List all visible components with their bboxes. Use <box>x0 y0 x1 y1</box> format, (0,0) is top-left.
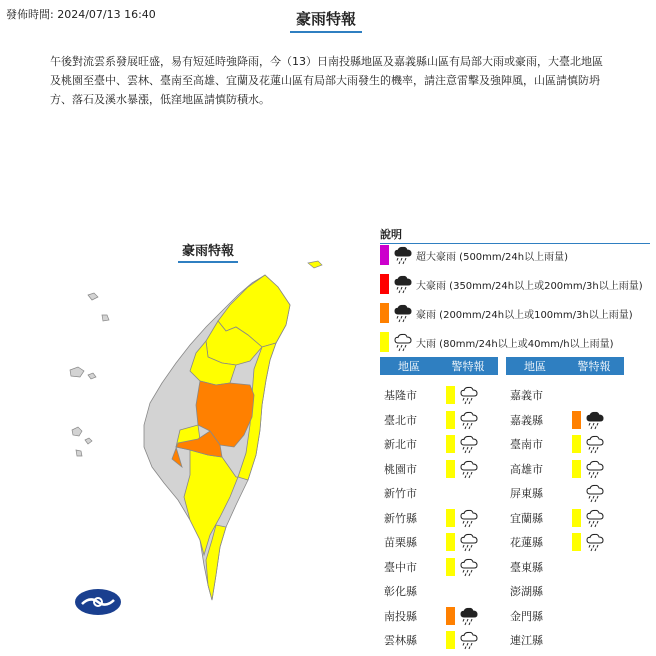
rain-cloud-icon <box>459 459 479 479</box>
region-name: 臺南市 <box>510 438 543 451</box>
island-east-small <box>308 261 322 268</box>
region-name: 雲林縣 <box>384 634 417 647</box>
region-name: 新竹縣 <box>384 511 417 525</box>
rain-cloud-icon <box>585 459 605 479</box>
rain-cloud-icon <box>459 508 479 528</box>
rain-cloud-icon <box>585 532 605 552</box>
table-row <box>380 410 479 430</box>
warning-swatch <box>446 460 455 478</box>
legend-icon-wrap <box>393 332 413 352</box>
region-name: 金門縣 <box>510 609 543 623</box>
region-name: 嘉義縣 <box>510 413 543 427</box>
warning-swatch <box>446 435 455 453</box>
warning-swatch <box>572 411 581 429</box>
heavy-rain-cloud-icon <box>393 245 413 265</box>
legend-item <box>380 302 633 324</box>
warning-swatch <box>446 509 455 527</box>
legend-item <box>380 273 643 295</box>
warning-swatch <box>446 411 455 429</box>
rain-cloud-icon <box>459 410 479 430</box>
rain-cloud-icon <box>585 483 605 503</box>
warning-icon-wrap <box>459 532 479 552</box>
rain-cloud-icon <box>459 434 479 454</box>
heavy-rain-cloud-icon <box>393 274 413 294</box>
map-title: 豪雨特報 <box>178 240 238 263</box>
legend-label: 大豪雨 (350mm/24h以上或200mm/3h以上雨量) <box>416 280 643 292</box>
table-row <box>506 630 572 650</box>
warning-swatch <box>572 460 581 478</box>
issue-time: 發佈時間: 2024/07/13 16:40 <box>6 8 156 21</box>
heavy-rain-cloud-icon <box>393 303 413 323</box>
kinmen-islands <box>70 367 96 379</box>
warning-swatch <box>572 509 581 527</box>
warning-swatch <box>446 631 455 649</box>
legend-label: 豪雨 (200mm/24h以上或100mm/3h以上雨量) <box>416 309 633 321</box>
header-region: 地區 <box>398 360 420 373</box>
region-name: 澎湖縣 <box>510 585 543 598</box>
legend-swatch <box>380 332 389 352</box>
warning-description: 午後對流雲系發展旺盛，易有短延時強降雨，今（13）日南投縣地區及嘉義縣山區有局部大雨或豪雨，大臺北地區及桃園至臺中、雲林、臺南至高雄、宜蘭及花蓮山區有局部大雨發生的機率，請注意雷擊及強陣風，山區請慎防坍方、落石及溪水暴漲，低窪地區請慎防積水。 <box>50 55 603 106</box>
region-name: 花蓮縣 <box>510 536 543 549</box>
legend-swatch <box>380 274 389 294</box>
table-row <box>380 459 479 479</box>
table-header-right <box>506 357 624 375</box>
table-row <box>506 434 605 454</box>
heavy-rain-cloud-icon <box>585 410 605 430</box>
region-name: 臺中市 <box>384 560 417 574</box>
warning-swatch <box>446 533 455 551</box>
table-row <box>506 532 605 552</box>
warning-icon-wrap <box>459 385 479 405</box>
warning-icon-wrap <box>459 508 479 528</box>
region-name: 臺北市 <box>384 413 417 427</box>
region-name: 高雄市 <box>510 462 543 476</box>
warning-icon-wrap <box>459 606 479 626</box>
warning-swatch <box>572 435 581 453</box>
table-row <box>380 606 479 626</box>
matsu-islands <box>88 293 109 321</box>
region-name: 彰化縣 <box>384 585 417 598</box>
region-name: 臺東縣 <box>510 560 543 574</box>
rain-cloud-icon <box>459 532 479 552</box>
heavy-rain-cloud-icon <box>459 606 479 626</box>
warning-icon-wrap <box>459 630 479 650</box>
table-row <box>380 385 479 405</box>
rain-cloud-icon <box>459 630 479 650</box>
table-row <box>506 483 605 503</box>
warning-icon-wrap <box>585 483 605 503</box>
table-row <box>380 532 479 552</box>
legend-label: 大雨 (80mm/24h以上或40mm/h以上雨量) <box>416 338 614 350</box>
legend-label: 超大豪雨 (500mm/24h以上雨量) <box>416 251 568 263</box>
header-warning: 警特報 <box>577 360 611 373</box>
rain-cloud-icon <box>459 385 479 405</box>
table-row <box>506 508 605 528</box>
table-row <box>380 630 479 650</box>
warning-icon-wrap <box>585 410 605 430</box>
legend-icon-wrap <box>393 303 413 323</box>
legend-title: 說明 <box>380 226 650 244</box>
region-name: 宜蘭縣 <box>510 511 543 525</box>
rain-cloud-icon <box>393 332 413 352</box>
rain-cloud-icon <box>585 434 605 454</box>
table-row <box>506 385 572 405</box>
region-name: 屏東縣 <box>510 487 543 500</box>
warning-swatch <box>446 558 455 576</box>
warning-icon-wrap <box>585 532 605 552</box>
table-row <box>380 508 479 528</box>
warning-icon-wrap <box>585 434 605 454</box>
warning-icon-wrap <box>459 410 479 430</box>
warning-swatch <box>572 533 581 551</box>
warning-icon-wrap <box>585 459 605 479</box>
region-name: 苗栗縣 <box>384 536 417 549</box>
warning-icon-wrap <box>459 557 479 577</box>
table-row <box>380 557 479 577</box>
legend-icon-wrap <box>393 274 413 294</box>
legend-swatch <box>380 303 389 323</box>
legend-item <box>380 244 568 266</box>
warning-swatch <box>446 607 455 625</box>
warning-swatch <box>446 386 455 404</box>
legend-item <box>380 331 614 353</box>
region-name: 新北市 <box>384 438 417 451</box>
warning-swatch <box>572 484 581 502</box>
legend-swatch <box>380 245 389 265</box>
table-row <box>506 459 605 479</box>
region-name: 嘉義市 <box>510 389 543 402</box>
table-row <box>506 410 605 430</box>
region-name: 南投縣 <box>384 609 417 623</box>
region-name: 新竹市 <box>384 487 417 500</box>
region-name: 基隆市 <box>384 389 417 402</box>
cwa-logo-icon <box>74 588 122 616</box>
header-region: 地區 <box>524 360 546 373</box>
rain-cloud-icon <box>459 557 479 577</box>
region-name: 連江縣 <box>510 634 543 647</box>
warning-icon-wrap <box>459 434 479 454</box>
table-header-left <box>380 357 498 375</box>
legend-icon-wrap <box>393 245 413 265</box>
table-row <box>380 434 479 454</box>
penghu-islands <box>72 427 92 456</box>
region-name: 桃園市 <box>384 462 417 476</box>
table-row <box>380 581 446 601</box>
table-row <box>380 483 446 503</box>
warning-icon-wrap <box>585 508 605 528</box>
table-row <box>506 557 572 577</box>
page-title: 豪雨特報 <box>290 8 362 33</box>
header-warning: 警特報 <box>451 360 485 373</box>
rain-cloud-icon <box>585 508 605 528</box>
table-row <box>506 581 572 601</box>
table-row <box>506 606 572 626</box>
warning-icon-wrap <box>459 459 479 479</box>
